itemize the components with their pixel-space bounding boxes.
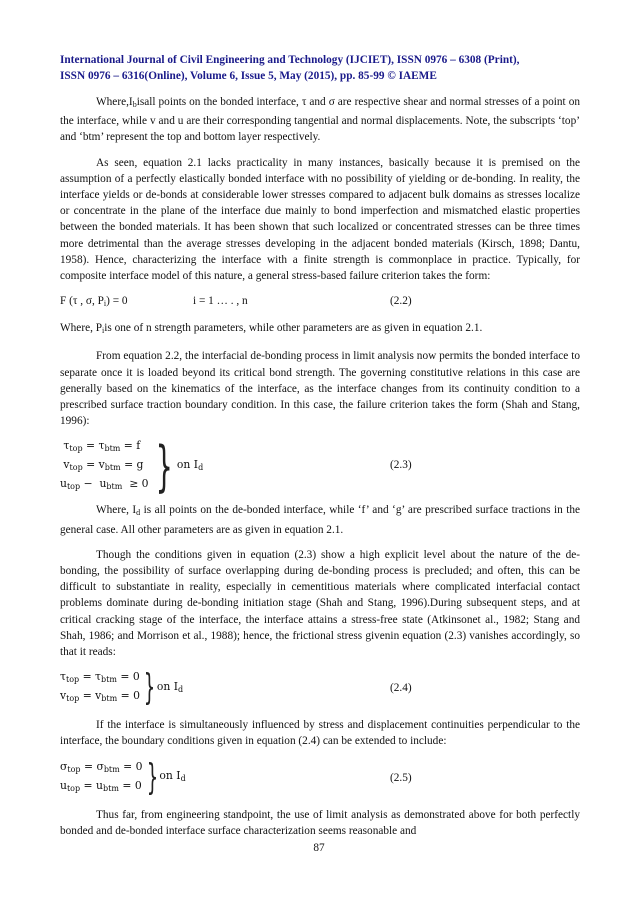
equation-2-2 [60, 293, 580, 311]
paragraph-where-pi: Where, $P_iis$ one of n strength parameters, while other parameters are as given in equation 2.1. [60, 322, 483, 336]
page-number: 87 [313, 842, 325, 854]
paragraph-where-ib: $Where,I_bisall$ points on the bonded interface, τ and σ are respective shear and normal stresses of a point on the interface, while v and u are their corresponding tangential and normal displacements. Note, the subscripts ‘top’ and ‘btm’ represent the top and bottom layer respectively. [60, 96, 580, 144]
equation-2-5-number: (2.5) [390, 771, 412, 784]
paragraph-thus-far: Thus far, from engineering standpoint, the use of limit analysis as demonstrated above for both perfectly bonded and de-bonded interface surface characterization seems reasonable and [60, 808, 580, 837]
equation-2-5-rows: $\sigma_{top} = \sigma_{btm} = 0$ $u_{top} = u_{btm} = 0$ [60, 759, 143, 793]
equation-2-3 [60, 434, 580, 498]
equation-2-5-domain: on $I_d$ [159, 769, 186, 784]
equation-2-5 [60, 756, 580, 798]
equation-2-4-number: (2.4) [390, 682, 412, 695]
paragraph-practicality: As seen, equation 2.1 lacks practicality in many instances, basically because it is premised on the assumption of a perfectly elastically bonded interface with no possibility of yielding or de-bonding. In reality, the interface yields or de-bonds at considerable lower stresses compared to adjacent bulk domains as stresses localize or concentrate in the plane of the interface due mainly to bond imperfection and mismatched elastic properties between the bonded materials. It has been shown that such localized or concentrated stresses can be three times more detrimental than the average stresses developing in the adjacent bonded materials (Kirsch, 1898; Dantu, 1958). Hence, characterizing the interface with a finite strength is commonplace in practice. Typically, for composite interface model of this nature, a general stress-based failure criterion takes the form: [60, 156, 580, 283]
equation-2-3-number: (2.3) [390, 459, 412, 472]
paragraph-overlap: Though the conditions given in equation (2.3) show a high explicit level about the nature of the de-bonding, the possibility of surface overlapping during de-bonding process is precluded; and often, this can be difficult to substantiate in reality, especially in cementitious materials where complicated interfacial contact problems dominate during de-bonding initiation stage (Shah and Stang, 1996).During subsequent steps, and at critical cracking stage of the interface, the interface attains a stress-free state (Atkinsonet al., 1982; Stang and Shah, 1986; and Morrison et al., 1988); hence, the frictional stress givenin equation (2.3) vanishes accordingly, so that it reads: [60, 548, 580, 659]
paragraph-continuities: If the interface is simultaneously influenced by stress and displacement continuities perpendicular to the interface, the boundary conditions given in equation (2.4) can be extended to include: [60, 719, 580, 748]
brace-icon: } [155, 434, 173, 498]
equation-2-2-number: (2.2) [390, 295, 412, 308]
paragraph-where-id: Where, $I_d$ is all points on the de-bonded interface, while ‘f’ and ‘g’ are prescribed surface tractions in the general case. All other parameters are as given in equation 2.1. [60, 504, 580, 536]
equation-2-3-rows: $\tau_{top} = \tau_{btm} = f$ $v_{top} = v_{btm} = g$ $u_{top} - u_{btm} \ge 0$ [60, 439, 149, 492]
equation-2-4 [60, 669, 580, 707]
equation-2-2-lhs: F (τ , σ, $P_i) = 0$ [60, 295, 128, 309]
brace-icon: } [146, 756, 158, 798]
header-line-2: ISSN 0976 – 6316(Online), Volume 6, Issue 5, May (2015), pp. 85-99 © IAEME [60, 70, 437, 82]
brace-icon: } [143, 667, 156, 709]
paragraph-debonding: From equation 2.2, the interfacial de-bonding process in limit analysis now permits the bonded interface to separate once it is loaded beyond its critical bond strength. The governing constitutive relations in this case are generally based on the kinematics of the interface, as the interface changes from its continuity condition to a prescribed surface traction boundary condition. In this case, the failure criterion takes the form (Shah and Stang, 1996): [60, 350, 580, 428]
equation-2-4-domain: on $I_d$ [156, 679, 184, 694]
article-body [60, 94, 580, 848]
equation-2-2-range: i = 1 … . , n [193, 295, 248, 308]
equation-2-4-rows: $\tau_{top} = \tau_{btm} = 0$ $v_{top} = v_{btm} = 0$ [60, 670, 140, 704]
journal-header [60, 52, 580, 84]
equation-2-3-domain: on $I_d$ [176, 458, 204, 473]
header-line-1: International Journal of Civil Engineering and Technology (IJCIET), ISSN 0976 – 6308 (Print), [60, 54, 520, 66]
